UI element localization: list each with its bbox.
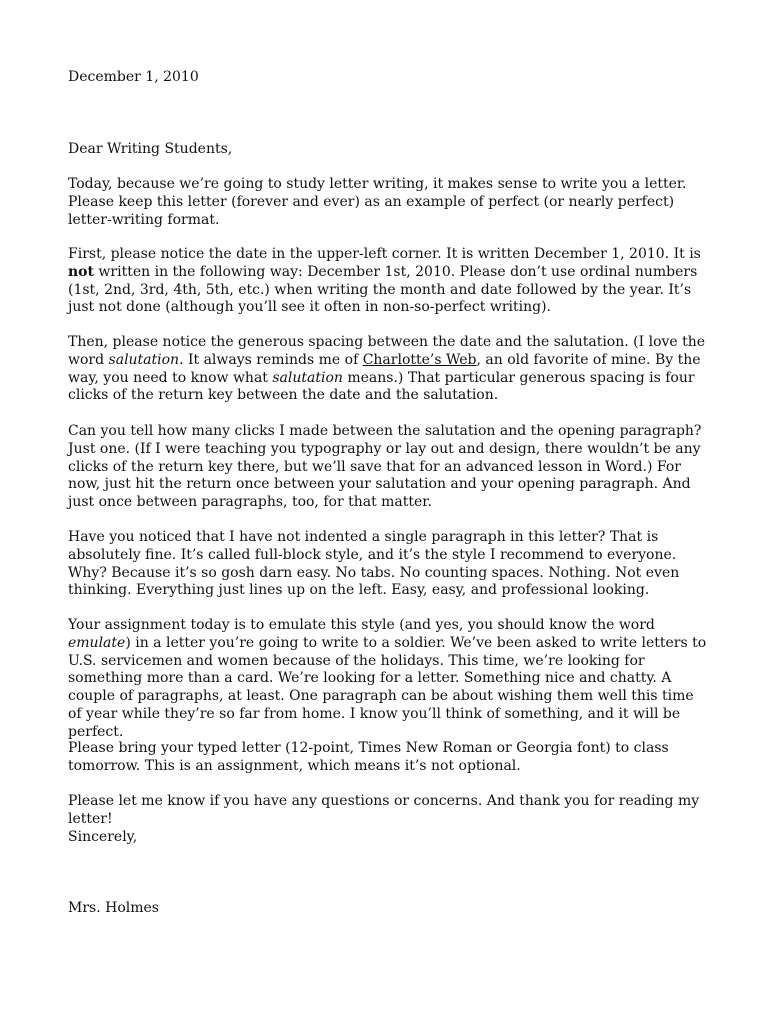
emphasis-italic: salutation — [272, 369, 343, 386]
text-run: First, please notice the date in the upper-left corner. It is written December 1, 2010. It is — [68, 246, 701, 262]
text-run: means.) That particular generous spacing is four clicks of the return key between the date and the salutation. — [68, 369, 695, 404]
text-run: Your assignment today is to emulate this style (and yes, you should know the word — [68, 617, 655, 633]
paragraph-date-format — [68, 246, 708, 317]
text-run: , an old favorite of mine. By the way, you need to know what — [68, 351, 701, 386]
letter-closing: Sincerely, — [68, 829, 138, 845]
text-run: ) in a letter you’re going to write to a soldier. We’ve been asked to write letters to U.S. servicemen and women because of the holidays. This time, we’re looking for something more than a card. We’re looking for a letter. Something nice and chatty. A couple of paragraphs, at least. One paragraph can be about wishing them well this time of year while they’re so far from home. I know you’ll think of something, and it will be perfect. — [68, 634, 707, 740]
paragraph-intro: Today, because we’re going to study letter writing, it makes sense to write you a letter. Please keep this letter (forever and ever) as an example of perfect (or nearly perfect) letter-writing format. — [68, 176, 687, 228]
paragraph-spacing — [68, 334, 708, 405]
text-run: Then, please notice the generous spacing between the date and the salutation. (I love the word — [68, 334, 706, 368]
letter-date: December 1, 2010 — [68, 69, 199, 85]
paragraph-assignment — [68, 617, 708, 742]
letter-signature: Mrs. Holmes — [68, 900, 159, 916]
text-run: written in the following way: December 1st, 2010. Please don’t use ordinal numbers (1st, 2nd, 3rd, 4th, 5th, etc.) when writing the month and date followed by the year. It’s just not done (although you’ll see it often in non-so-perfect writing). — [68, 263, 698, 316]
emphasis-bold: not — [68, 263, 94, 280]
paragraph-full-block: Have you noticed that I have not indented a single paragraph in this letter? That is absolutely fine. It’s called full-block style, and it’s the style I recommend to everyone. Why? Because it’s so gosh darn easy. No tabs. No counting spaces. Nothing. Not even thinking. Everything just lines up on the left. Easy, easy, and professional looking. — [68, 529, 680, 599]
book-title-underlined: Charlotte’s Web — [362, 351, 477, 368]
paragraph-thanks: Please let me know if you have any questions or concerns. And thank you for reading my letter! — [68, 793, 700, 827]
emphasis-italic: emulate — [68, 634, 126, 651]
letter-salutation: Dear Writing Students, — [68, 141, 233, 157]
paragraph-clicks: Can you tell how many clicks I made between the salutation and the opening paragraph? Just one. (If I were teaching you typography or lay out and design, there wouldn’t be any clicks of the return key there, but we’ll save that for an advanced lesson in Word.) For now, just hit the return once between your salutation and your opening paragraph. And just once between paragraphs, too, for that matter. — [68, 423, 702, 511]
emphasis-italic: salutation — [108, 351, 180, 368]
paragraph-due-date: Please bring your typed letter (12-point, Times New Roman or Georgia font) to class tomorrow. This is an assignment, which means it’s not optional. — [68, 740, 669, 774]
text-run: . It always reminds me of — [179, 351, 363, 368]
